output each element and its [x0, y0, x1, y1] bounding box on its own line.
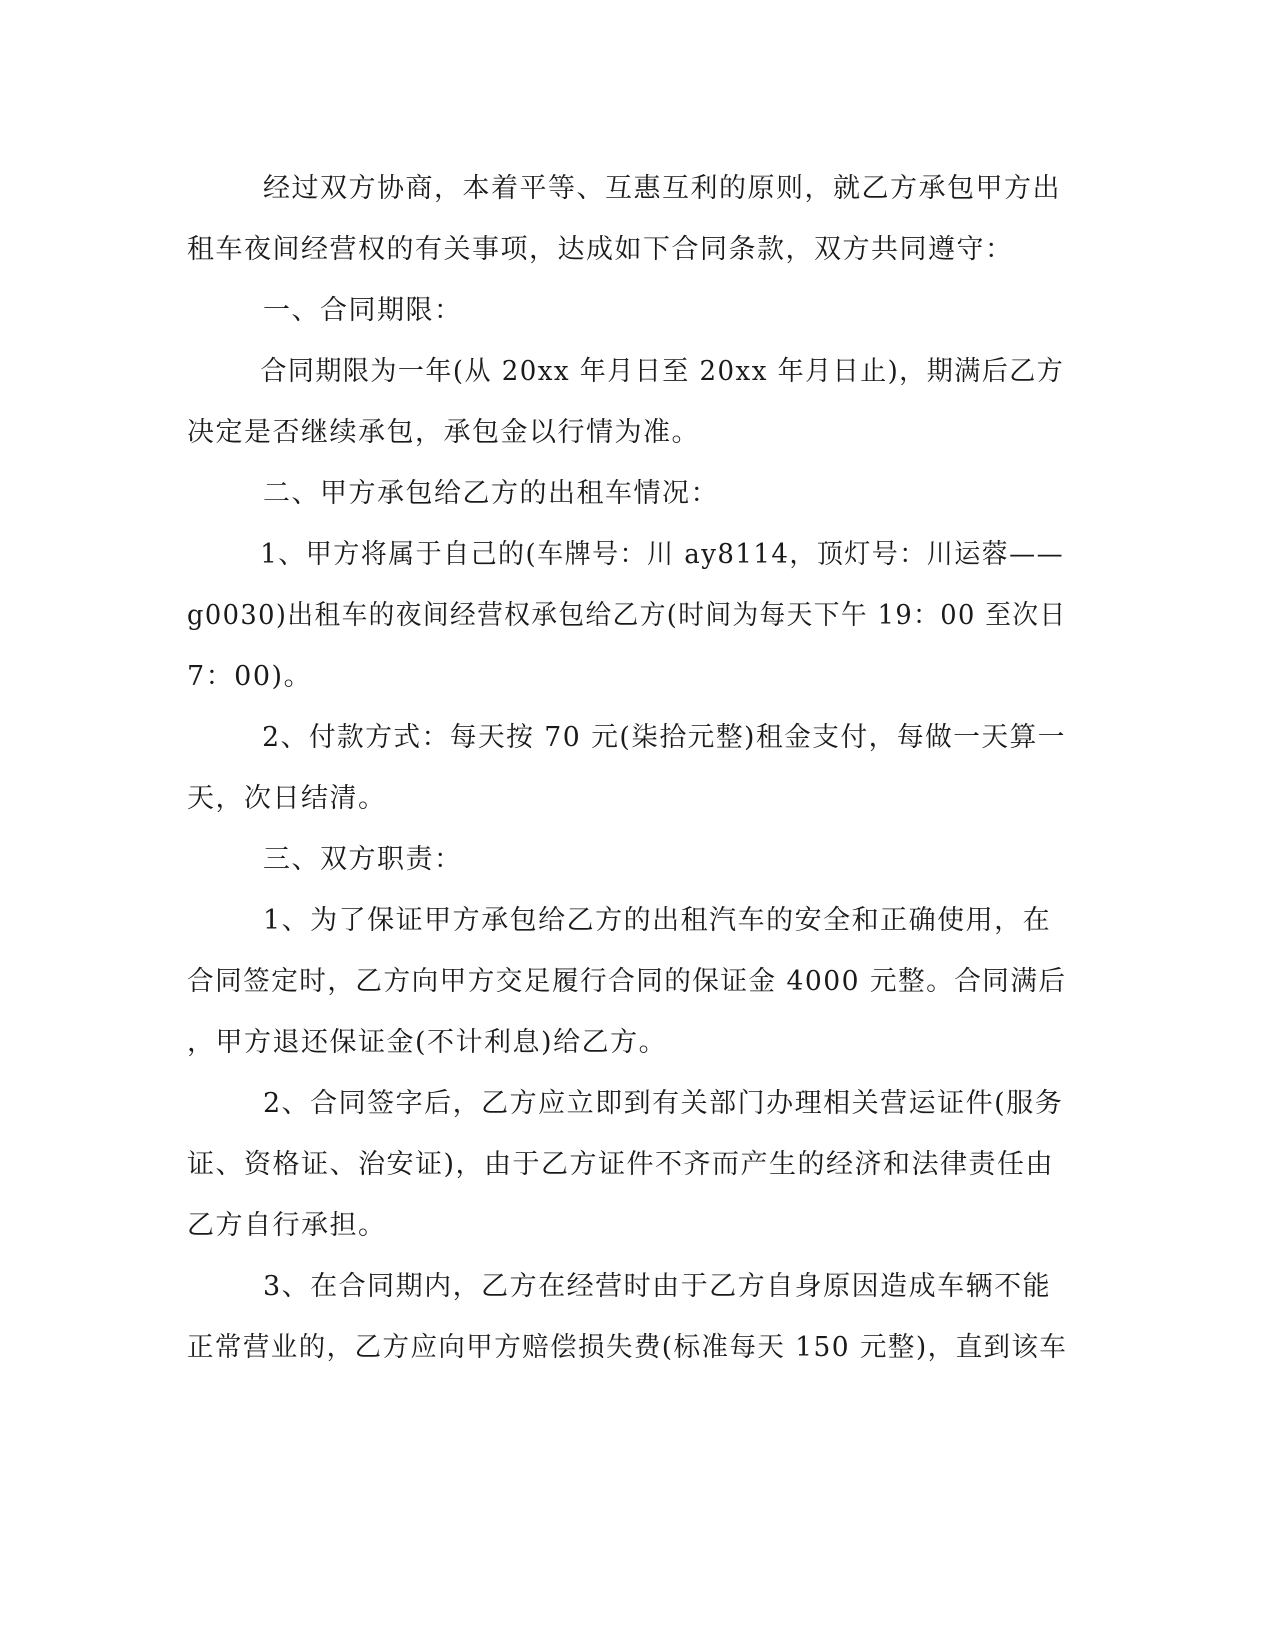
text-line: 3、在合同期内，乙方在经营时由于乙方自身原因造成车辆不能 — [263, 1271, 1052, 1302]
text-line: 三、双方职责： — [263, 844, 463, 875]
text-line: 正常营业的，乙方应向甲方赔偿损失费(标准每天 150 元整)，直到该车 — [187, 1332, 1068, 1363]
paragraph — [187, 1073, 1067, 1256]
text-line: 租车夜间经营权的有关事项，达成如下合同条款，双方共同遵守： — [187, 234, 1014, 265]
paragraph — [187, 829, 1067, 890]
text-line: 2、付款方式：每天按 70 元(柒拾元整)租金支付，每做一天算一 — [262, 722, 1067, 753]
paragraph — [187, 341, 1067, 463]
paragraph — [187, 524, 1067, 707]
paragraph — [187, 463, 1067, 524]
document-page — [187, 158, 1067, 1378]
text-line: 1、为了保证甲方承包给乙方的出租汽车的安全和正确使用，在 — [263, 905, 1052, 936]
text-line: 经过双方协商，本着平等、互惠互利的原则，就乙方承包甲方出 — [263, 173, 1061, 204]
paragraph — [187, 890, 1067, 1073]
text-line: 天，次日结清。 — [187, 783, 387, 814]
paragraph — [187, 707, 1067, 829]
text-line: ，甲方退还保证金(不计利息)给乙方。 — [187, 1027, 668, 1058]
text-line: 二、甲方承包给乙方的出租车情况： — [263, 478, 719, 509]
document-body — [187, 158, 1067, 1378]
text-line: 乙方自行承担。 — [187, 1210, 387, 1241]
text-line: 一、合同期限： — [263, 295, 463, 326]
text-line: 1、甲方将属于自己的(车牌号：川 ay8114，顶灯号：川运蓉—— — [260, 539, 1065, 570]
text-line: 决定是否继续承包，承包金以行情为准。 — [187, 417, 700, 448]
paragraph — [187, 280, 1067, 341]
text-line: 合同签定时，乙方向甲方交足履行合同的保证金 4000 元整。合同满后 — [187, 966, 1067, 997]
text-line: 2、合同签字后，乙方应立即到有关部门办理相关营运证件(服务 — [263, 1088, 1064, 1119]
paragraph — [187, 1256, 1067, 1378]
text-line: 合同期限为一年(从 20xx 年月日至 20xx 年月日止)，期满后乙方 — [260, 356, 1065, 387]
paragraph — [187, 158, 1067, 280]
text-line: 7：00)。 — [187, 661, 313, 692]
text-line: g0030)出租车的夜间经营权承包给乙方(时间为每天下午 19：00 至次日 — [187, 600, 1067, 631]
text-line: 证、资格证、治安证)，由于乙方证件不齐而产生的经济和法律责任由 — [187, 1149, 1055, 1180]
